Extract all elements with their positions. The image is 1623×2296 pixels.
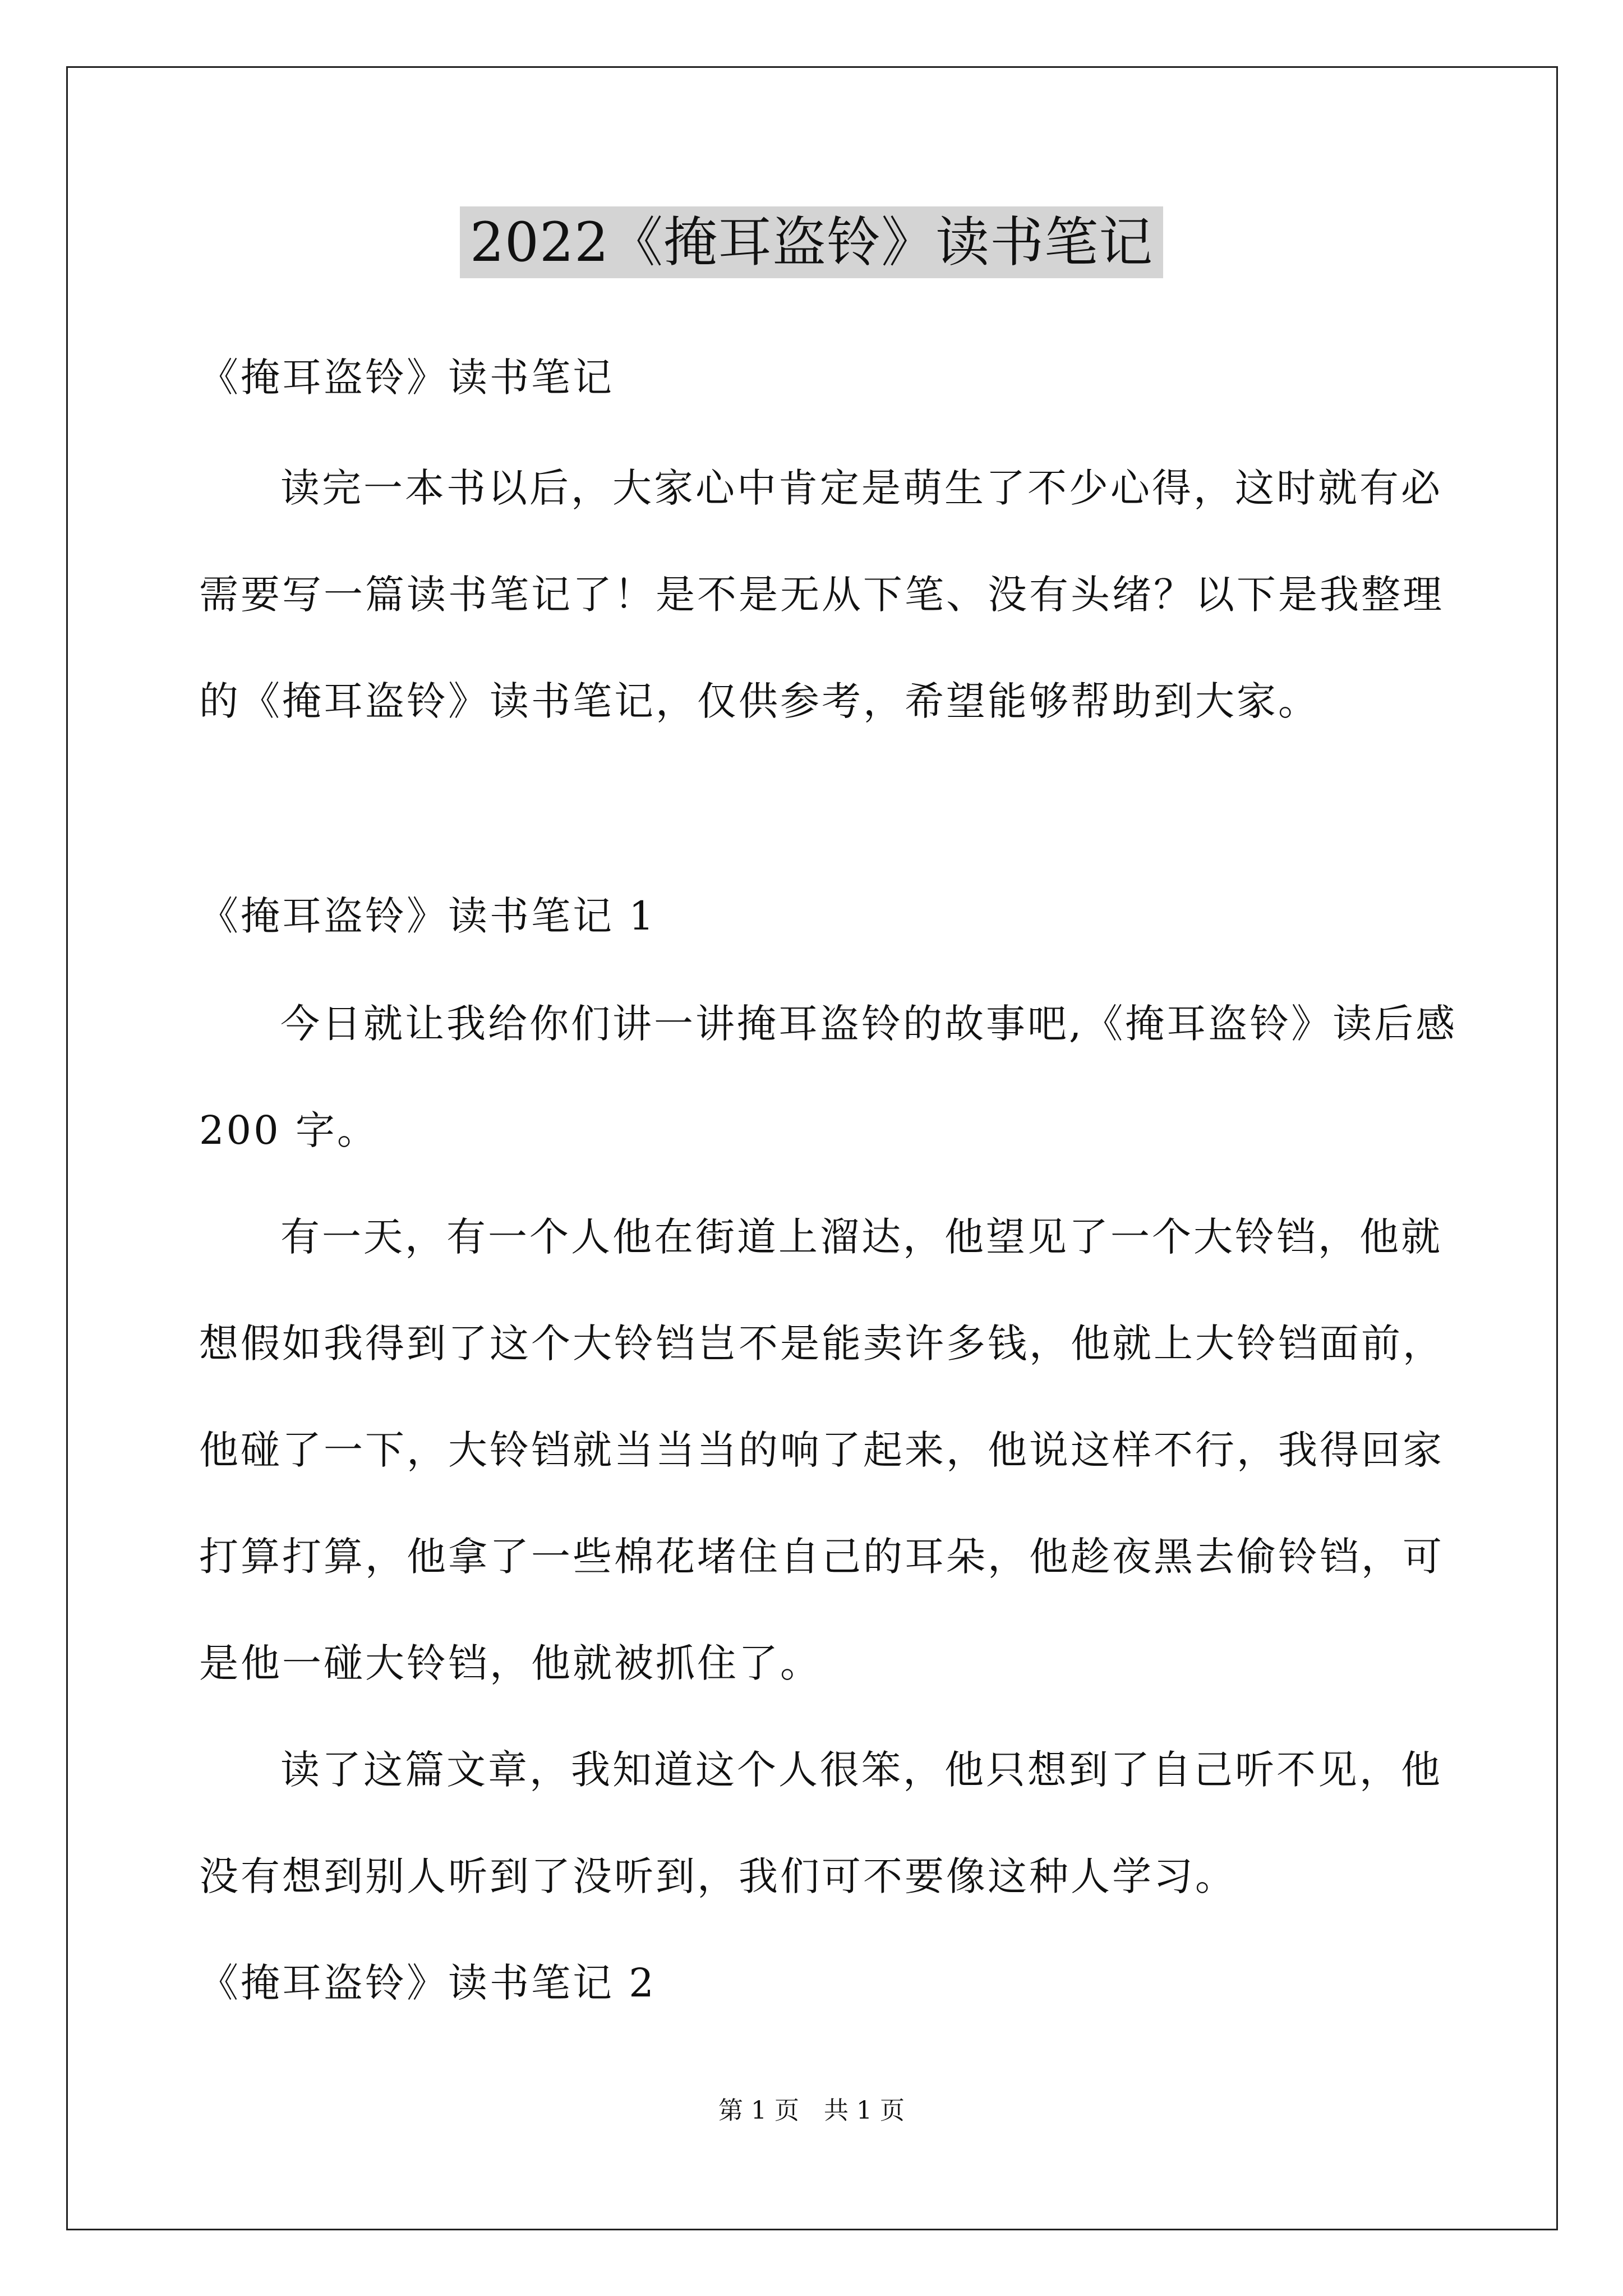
section-heading-1: 《掩耳盗铃》读书笔记 1 (199, 893, 656, 939)
section1-line-4: 想假如我得到了这个大铃铛岂不是能卖许多钱，他就上大铃铛面前， (199, 1320, 1444, 1366)
section1-line-7: 是他一碰大铃铛，他就被抓住了。 (199, 1640, 822, 1686)
title-container (0, 206, 1623, 278)
section1-line-9: 没有想到别人听到了没听到，我们可不要像这种人学习。 (199, 1853, 1237, 1899)
section1-line-3: 有一天，有一个人他在街道上溜达，他望见了一个大铃铛，他就 (280, 1214, 1442, 1260)
document-subtitle: 《掩耳盗铃》读书笔记 (199, 355, 614, 401)
section1-line-1: 今日就让我给你们讲一讲掩耳盗铃的故事吧,《掩耳盗铃》读后感 (280, 1001, 1458, 1047)
section1-line-5: 他碰了一下，大铃铛就当当当的响了起来，他说这样不行，我得回家 (199, 1427, 1444, 1473)
intro-line-1: 读完一本书以后，大家心中肯定是萌生了不少心得，这时就有必 (280, 465, 1442, 511)
section1-line-8: 读了这篇文章，我知道这个人很笨，他只想到了自己听不见，他 (280, 1747, 1442, 1793)
section1-line-6: 打算打算，他拿了一些棉花堵住自己的耳朵，他趁夜黑去偷铃铛，可 (199, 1534, 1444, 1580)
section1-line-2: 200 字。 (199, 1107, 379, 1153)
document-title: 2022《掩耳盗铃》读书笔记 (460, 206, 1163, 278)
section-heading-2: 《掩耳盗铃》读书笔记 2 (199, 1960, 656, 2006)
page-footer: 第 1 页 共 1 页 (718, 2096, 905, 2125)
intro-line-2: 需要写一篇读书笔记了！是不是无从下笔、没有头绪？以下是我整理 (199, 572, 1444, 618)
intro-line-3: 的《掩耳盗铃》读书笔记，仅供参考，希望能够帮助到大家。 (199, 678, 1320, 724)
